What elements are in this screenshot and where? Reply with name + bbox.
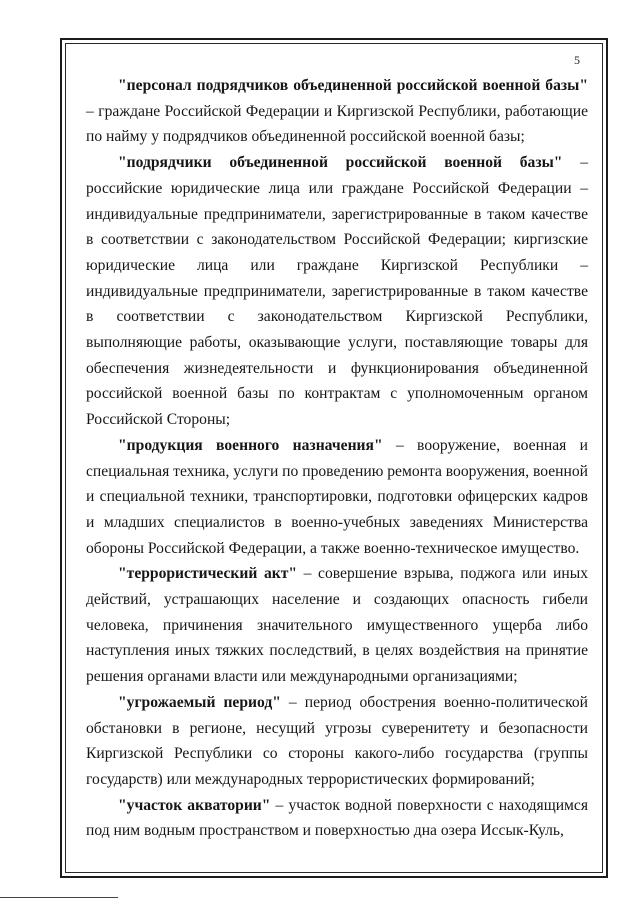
defined-term: "террористический акт" [118, 565, 298, 583]
definition-paragraph [86, 690, 588, 793]
definition-paragraph [86, 433, 588, 562]
definition-text: – вооружение, военная и специальная техника, услуги по проведению ремонта вооружения, военной и специальной техники, транспортировки, подготовки офицерских кадров и младших специалистов в военно-учебных заведениях Министерства обороны Российской Федерации, а также военно-техническое имущество. [86, 436, 589, 557]
definition-paragraph [86, 150, 588, 433]
definition-text: – период обострения военно-политической обстановки в регионе, несущий угрозы суверенитету и безопасности Киргизской Республики со стороны какого-либо государства (группы государств) или международных террористических формирований; [86, 693, 588, 788]
definition-text: – совершение взрыва, поджога или иных действий, устрашающих население и создающих опасность гибели человека, причинения значительного имущественного ущерба либо наступления иных тяжких последствий, в целях воздействия на принятие решения органами власти или международными организациями; [86, 565, 588, 686]
definition-text: – граждане Российской Федерации и Киргизской Республики, работающие по найму у подрядчиков объединенной российской военной базы; [86, 102, 588, 146]
defined-term: "подрядчики объединенной российской военной базы" [118, 154, 563, 172]
definition-text: – российские юридические лица или граждане Российской Федерации – индивидуальные предприниматели, зарегистрированные в таком качестве в соответствии с законодательством Российской Федерации; киргизские юридические лица или граждане Киргизской Республики – индивидуальные предприниматели, зарегистрированные в таком качестве в соответствии с законодательством Киргизской Республики, выполняющие работы, оказывающие услуги, поставляющие товары для обеспечения жизнедеятельности и функционирования объединенной российской военной базы по контрактам с уполномоченным органом Российской Стороны; [86, 154, 588, 429]
definition-paragraph [86, 561, 588, 690]
definition-text: – участок водной поверхности с находящимся под ним водным пространством и поверхностью дна озера Иссык-Куль, [86, 796, 589, 840]
page-number: 5 [574, 53, 580, 67]
definition-paragraph [86, 73, 588, 150]
footnote-separator [0, 897, 118, 898]
defined-term: "участок акватории" [118, 796, 271, 814]
document-body [86, 73, 588, 844]
defined-term: "угрожаемый период" [118, 693, 281, 711]
definition-paragraph [86, 793, 588, 844]
defined-term: "продукция военного назначения" [118, 436, 383, 454]
defined-term: "персонал подрядчиков объединенной российской военной базы" [118, 77, 588, 94]
